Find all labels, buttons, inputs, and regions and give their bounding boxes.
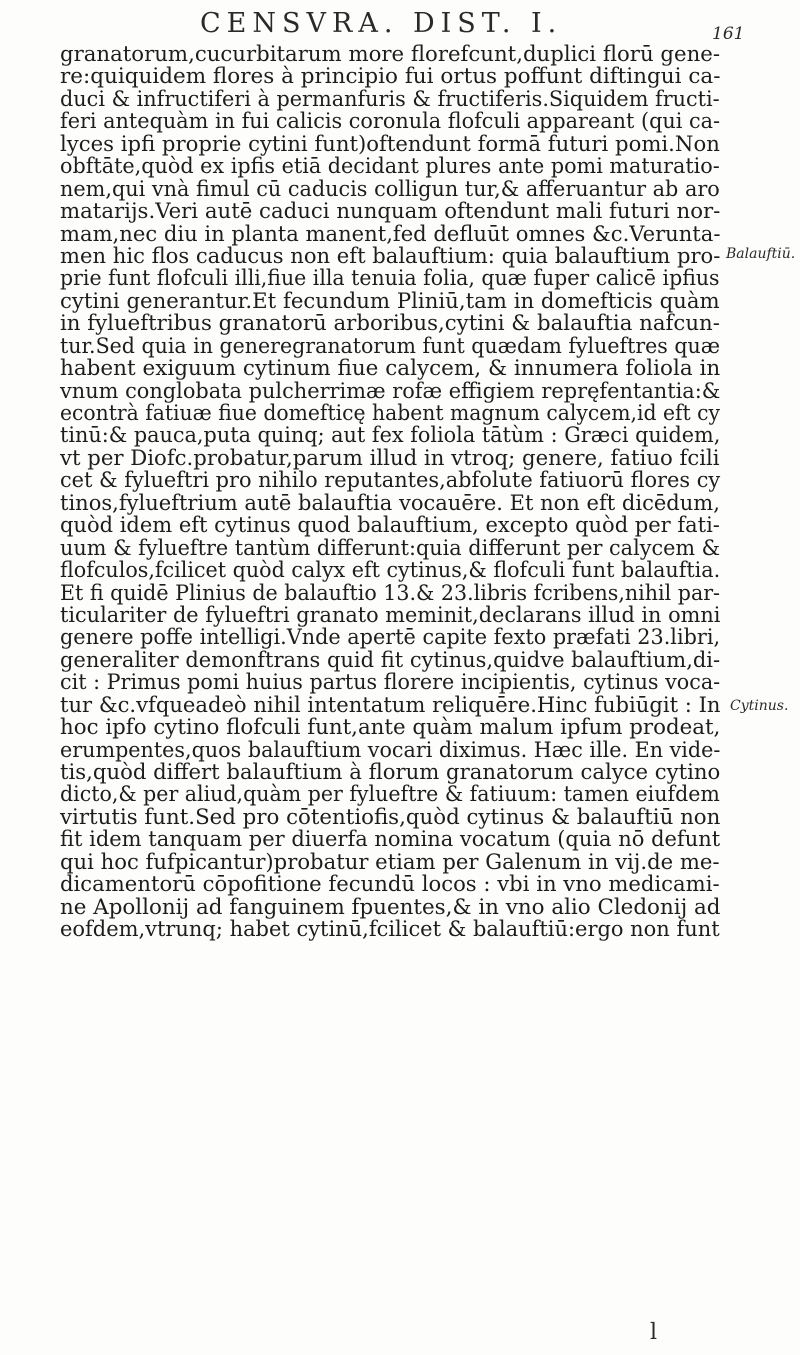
text-line: econtrà fatiuæ fiue domefticę habent magnum calycem,id eft cy: [60, 401, 721, 426]
text-line: mam,nec diu in planta manent,fed defluūt omnes &c.Verunta-: [60, 221, 721, 247]
text-line: obftāte,quòd ex ipfis etiā decidant plures ante pomi maturatio-: [60, 154, 720, 180]
text-line: cet & fylueftri pro nihilo reputantes,abfolute fatiuorū flores cy: [60, 468, 721, 494]
text-line: men hic flos caducus non eft balauftium: quia balauftium pro-: [60, 243, 721, 269]
text-line: tis,quòd differt balauftium à florum granatorum calyce cytino: [60, 760, 721, 785]
page-number: 161: [712, 24, 745, 44]
text-line: hoc ipfo cytino flofculi funt,ante quàm malum ipfum prodeat,: [60, 715, 721, 741]
text-line: ticulariter de fylueftri granato meminit,declarans illud in omni: [60, 602, 721, 628]
text-line: fit idem tanquam per diuerfa nomina vocatum (quia nō defunt: [60, 827, 721, 853]
text-line: eofdem,vtrunq; habet cytinū,fcilicet & balauftiū:ergo non funt: [60, 917, 720, 943]
text-line: lyces ipfi proprie cytini funt)oftendunt formā futuri pomi.Non: [60, 131, 720, 157]
marginal-note-balaustium: Balauftiū.: [726, 246, 796, 262]
text-line: virtutis funt.Sed pro cōtentiofis,quòd cytinus & balauftiū non: [60, 804, 721, 830]
text-line: quòd idem eft cytinus quod balauftium, excepto quòd per fati-: [60, 513, 720, 539]
text-line: qui hoc fufpicantur)probatur etiam per Galenum in vij.de me-: [60, 849, 720, 875]
body-text: [60, 44, 720, 942]
text-line: generaliter demonftrans quid fit cytinus,quidve balauftium,di-: [60, 647, 721, 673]
text-line: cytini generantur.Et fecundum Pliniū,tam in domefticis quàm: [60, 288, 720, 314]
text-line: cit : Primus pomi huius partus florere incipientis, cytinus voca-: [60, 670, 721, 696]
marginal-note-cytinus: Cytinus.: [730, 698, 789, 714]
text-line: nem,qui vnà fimul cū caducis colligun tur,& afferuantur ab aro: [60, 176, 720, 202]
text-line: tinū:& pauca,puta quinq; aut fex foliola tātùm : Græci quidem,: [60, 423, 721, 449]
text-line: dicto,& per aliud,quàm per fylueftre & fatiuum: tamen eiufdem: [60, 782, 720, 808]
text-line: re:quiquidem flores à principio fui ortus poffunt diftingui ca-: [60, 64, 721, 90]
running-head: CENSVRA. DIST. I.: [200, 8, 563, 39]
text-line: duci & infructiferi à permanfuris & fructiferis.Siquidem fructi-: [60, 86, 720, 112]
text-line: feri antequàm in fui calicis coronula flofculi appareant (qui ca-: [60, 109, 721, 135]
text-line: habent exiguum cytinum fiue calycem, & innumera foliola in: [60, 356, 721, 382]
text-line: vt per Diofc.probatur,parum illud in vtroq; genere, fatiuo fcili: [60, 445, 720, 471]
text-line: ne Apollonij ad fanguinem fpuentes,& in vno alio Cledonij ad: [60, 894, 721, 920]
text-line: tur &c.vfqueadeò nihil intentatum reliquēre.Hinc fubiūgit : In: [60, 692, 721, 718]
text-line: genere poffe intelligi.Vnde apertē capite fexto præfati 23.libri,: [60, 625, 721, 651]
text-line: tinos,fylueftrium autē balauftia vocauēre. Et non eft dicēdum,: [60, 490, 720, 516]
text-line: Et fi quidē Plinius de balauftio 13.& 23.libris fcribens,nihil par-: [60, 580, 721, 606]
text-line: flofculos,fcilicet quòd calyx eft cytinus,& flofculi funt balauftia.: [60, 558, 721, 584]
text-line: erumpentes,quos balauftium vocari diximus. Hæc ille. En vide-: [60, 737, 721, 763]
text-line: in fylueftribus granatorū arboribus,cytini & balauftia nafcun-: [60, 311, 720, 337]
text-line: tur.Sed quia in generegranatorum funt quædam fylueftres quæ: [60, 333, 721, 359]
text-line: granatorum,cucurbitarum more florefcunt,duplici florū gene-: [60, 42, 720, 67]
text-line: uum & fylueftre tantùm differunt:quia differunt per calycem &: [60, 535, 721, 561]
catchword: l: [650, 1320, 658, 1345]
text-line: vnum conglobata pulcherrimæ rofæ effigiem repręfentantia:&: [60, 378, 721, 404]
text-line: matarijs.Veri autē caduci nunquam oftendunt mali futuri nor-: [60, 199, 721, 225]
text-line: prie funt flofculi illi,fiue illa tenuia folia, quæ fuper calicē ipfius: [60, 266, 720, 292]
text-line: dicamentorū cōpofitione fecundū locos : vbi in vno medicami-: [60, 872, 720, 898]
